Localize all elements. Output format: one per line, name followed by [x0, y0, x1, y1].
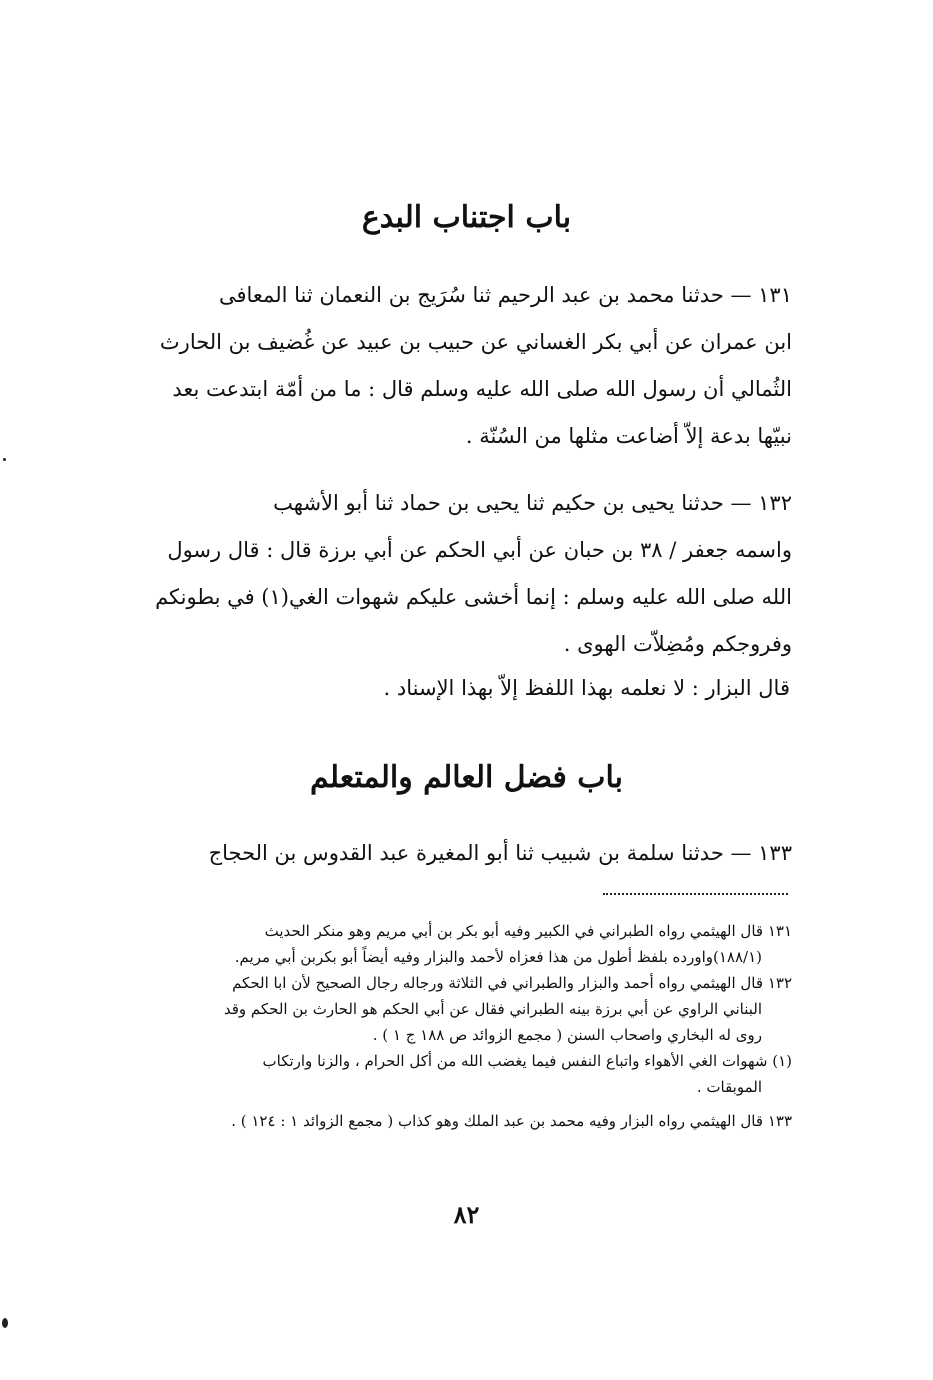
footnote-line: روى له البخاري واصحاب السنن ( مجمع الزوائد ص ١٨٨ ج ١ ) .: [372, 1026, 762, 1044]
chapter-heading-bid: باب اجتناب البدع: [361, 200, 572, 235]
hadith-132: [120, 480, 792, 668]
scan-speck: [2, 1318, 8, 1328]
hadith-131: [120, 272, 792, 460]
chapter-heading-fadl: باب فضل العالم والمتعلم: [309, 760, 624, 795]
page-number: ٨٢: [453, 1200, 480, 1229]
footnote-line: (١٨٨/١)واورده بلفظ أطول من هذا فعزاه لأحمد والبزار وفيه أيضاً أبو بكربن أبي مريم.: [234, 948, 762, 966]
footnote-line: ١٣٢ قال الهيثمي رواه أحمد والبزار والطبراني في الثلاثة ورجاله رجال الصحيح لأن ابا الحكم: [232, 974, 792, 992]
bazzar-note: قال البزار : لا نعلمه بهذا اللفظ إلاّ بهذا الإسناد .: [383, 676, 790, 700]
hadith-133: [120, 830, 792, 877]
footnote-line: البناني الراوي عن أبي برزة بينه الطبراني فقال عن أبي الحكم هو الحارث بن الحكم وقد: [223, 1000, 762, 1018]
footnote-line: الموبقات .: [696, 1078, 762, 1096]
hadith-131-line: ١٣١ — حدثنا محمد بن عبد الرحيم ثنا سُرَيج بن النعمان ثنا المعافى: [218, 283, 792, 307]
hadith-131-line: الثُمالي أن رسول الله صلى الله عليه وسلم قال : ما من أمّة ابتدعت بعد: [172, 377, 792, 401]
footnote-line: ١٣٣ قال الهيثمي رواه البزار وفيه محمد بن عبد الملك وهو كذاب ( مجمع الزوائد ١ : ١٢٤ ) .: [231, 1112, 792, 1130]
hadith-132-line: ١٣٢ — حدثنا يحيى بن حكيم ثنا يحيى بن حماد ثنا أبو الأشهب: [273, 491, 792, 515]
footnote-divider: [603, 893, 788, 895]
hadith-132-line: الله صلى الله عليه وسلم : إنما أخشى عليكم شهوات الغي(١) في بطونكم: [155, 585, 792, 609]
hadith-133-line: ١٣٣ — حدثنا سلمة بن شبيب ثنا أبو المغيرة عبد القدوس بن الحجاج: [208, 841, 792, 865]
hadith-132-line: واسمه جعفر / ٣٨ بن حبان عن أبي الحكم عن أبي برزة قال : قال رسول: [167, 538, 792, 562]
footnote-line: (١) شهوات الغي الأهواء واتباع النفس فيما يغضب الله من أكل الحرام ، والزنا وارتكاب: [262, 1052, 792, 1070]
hadith-131-line: نبيّها بدعة إلاّ أضاعت مثلها من السُنّة .: [465, 424, 792, 448]
hadith-132-line: وفروجكم ومُضِلاّت الهوى .: [563, 632, 792, 656]
scan-speck: [3, 458, 6, 461]
footnote-line: ١٣١ قال الهيثمي رواه الطبراني في الكبير وفيه أبو بكر بن أبي مريم وهو منكر الحديث: [264, 922, 792, 940]
hadith-131-line: ابن عمران عن أبي بكر الغساني عن حبيب بن عبيد عن غُضيف بن الحارث: [159, 330, 792, 354]
footnotes: [120, 918, 792, 1134]
